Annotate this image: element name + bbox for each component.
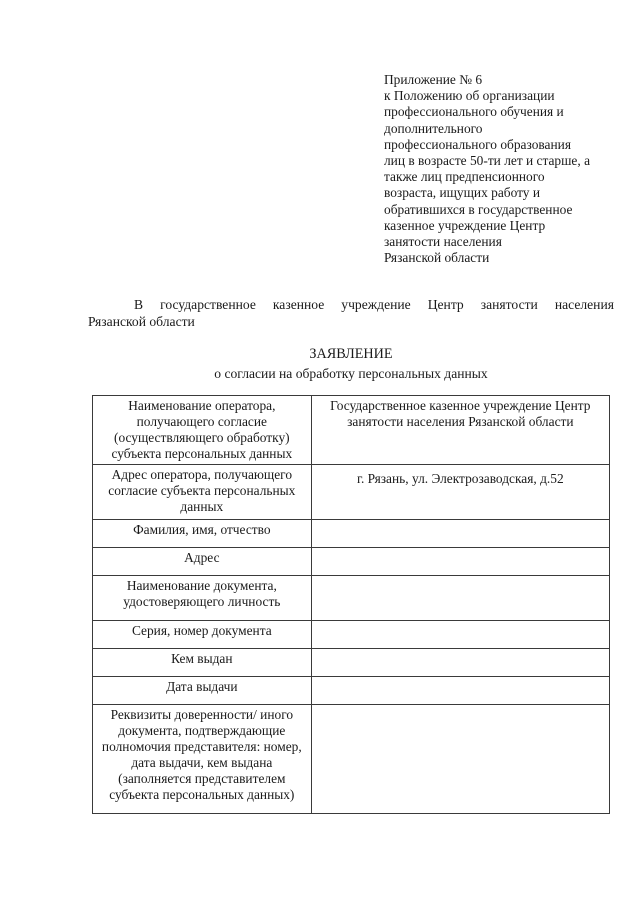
appendix-line: профессионального образования bbox=[384, 136, 571, 152]
power-of-attorney-label: Реквизиты доверенности/ иного документа, подтверждающие полномочия представителя: номер, дата выдачи, кем выдана (заполняется представителем субъекта персональных данных) bbox=[93, 705, 312, 814]
table-row bbox=[93, 548, 610, 576]
appendix-line: Приложение № 6 bbox=[384, 72, 483, 87]
consent-form-table bbox=[92, 395, 610, 814]
appendix-line: также лиц предпенсионного bbox=[384, 169, 545, 185]
addressee-block bbox=[88, 296, 614, 330]
appendix-line: обратившихся в государственное bbox=[384, 201, 573, 217]
full-name-label: Фамилия, имя, отчество bbox=[93, 520, 312, 548]
appendix-line: возраста, ищущих работу и bbox=[384, 185, 540, 201]
issued-by-label: Кем выдан bbox=[93, 649, 312, 677]
power-of-attorney-field[interactable] bbox=[311, 705, 609, 814]
table-row bbox=[93, 621, 610, 649]
address-label: Адрес bbox=[93, 548, 312, 576]
issue-date-field[interactable] bbox=[311, 677, 609, 705]
addressee-line: Рязанской области bbox=[88, 314, 195, 329]
table-row bbox=[93, 396, 610, 465]
operator-address-value: г. Рязань, ул. Электрозаводская, д.52 bbox=[311, 465, 609, 520]
operator-name-label: Наименование оператора, получающего согласие (осуществляющего обработку) субъекта персональных данных bbox=[93, 396, 312, 465]
appendix-line: профессионального обучения и bbox=[384, 104, 564, 120]
document-subtitle: о согласии на обработку персональных данных bbox=[214, 366, 488, 381]
table-row bbox=[93, 520, 610, 548]
table-row bbox=[93, 465, 610, 520]
operator-address-label: Адрес оператора, получающего согласие субъекта персональных данных bbox=[93, 465, 312, 520]
id-document-label: Наименование документа, удостоверяющего личность bbox=[93, 576, 312, 621]
table-row bbox=[93, 576, 610, 621]
table-row bbox=[93, 649, 610, 677]
operator-name-value: Государственное казенное учреждение Центр занятости населения Рязанской области bbox=[311, 396, 609, 465]
addressee-line: В государственное казенное учреждение Центр занятости населения bbox=[134, 297, 614, 312]
appendix-line: к Положению об организации bbox=[384, 88, 555, 104]
appendix-header bbox=[384, 72, 624, 266]
issue-date-label: Дата выдачи bbox=[93, 677, 312, 705]
document-title: ЗАЯВЛЕНИЕ bbox=[309, 346, 393, 362]
appendix-line: казенное учреждение Центр bbox=[384, 217, 546, 233]
document-number-label: Серия, номер документа bbox=[93, 621, 312, 649]
appendix-line: дополнительного bbox=[384, 120, 483, 136]
issued-by-field[interactable] bbox=[311, 649, 609, 677]
appendix-line: занятости населения bbox=[384, 234, 502, 250]
full-name-field[interactable] bbox=[311, 520, 609, 548]
address-field[interactable] bbox=[311, 548, 609, 576]
id-document-field[interactable] bbox=[311, 576, 609, 621]
appendix-line: лиц в возрасте 50-ти лет и старше, а bbox=[384, 153, 591, 169]
table-row bbox=[93, 677, 610, 705]
document-number-field[interactable] bbox=[311, 621, 609, 649]
table-row bbox=[93, 705, 610, 814]
appendix-line: Рязанской области bbox=[384, 250, 490, 266]
